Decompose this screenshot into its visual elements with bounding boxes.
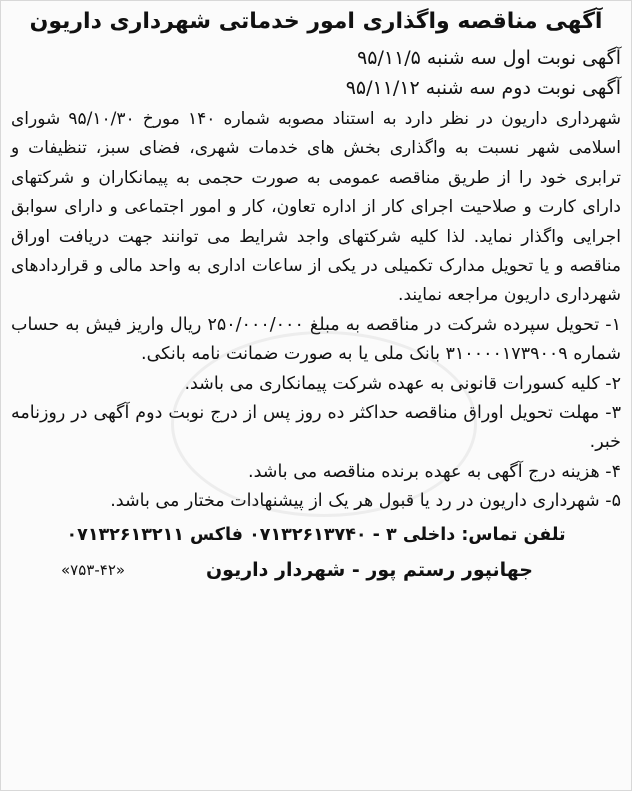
- signature: جهانپور رستم پور - شهردار داریون: [205, 558, 533, 581]
- ad-body-paragraph: شهرداری داریون در نظر دارد به استناد مصوبه شماره ۱۴۰ مورخ ۹۵/۱۰/۳۰ شورای اسلامی شهر نسبت به واگذاری بخش های خدمات شهری، فضای سبز، تنظیفات و ترابری خود را از طریق مناقصه عمومی به صورت حجمی به پیمانکاران و شرکتهای دارای کارت و صلاحیت اجرای کار از اداره تعاون، کار و امور اجتماعی و دارای سوابق اجرایی واگذار نماید. لذا کلیه شرکتهای واجد شرایط می توانند جهت دریافت اوراق مناقصه و یا تحویل مدارک تکمیلی در یکی از ساعات اداری به واحد مالی و قراردادهای شهرداری داریون مراجعه نمایند.: [11, 109, 622, 306]
- condition-item-1: ۱- تحویل سپرده شرکت در مناقصه به مبلغ ۲۵۰/۰۰۰/۰۰۰ ریال واریز فیش به حساب شماره ۳۱۰۰۰۰۱۷۳۹۰۰۹ بانک ملی یا به صورت ضمانت نامه بانکی.: [11, 314, 622, 365]
- ad-title: آگهی مناقصه واگذاری امور خدماتی شهرداری داریون: [29, 9, 603, 34]
- contact-info: تلفن تماس: داخلی ۳ - ۰۷۱۳۲۶۱۳۷۴۰ فاکس ۰۷۱۳۲۶۱۳۲۱۱: [66, 524, 566, 545]
- condition-item-3: ۳- مهلت تحویل اوراق مناقصه حداکثر ده روز پس از درج نوبت دوم آگهی در روزنامه خبر.: [11, 403, 621, 453]
- condition-item-5: ۵- شهرداری داریون در رد یا قبول هر یک از پیشنهادات مختار می باشد.: [110, 491, 621, 512]
- condition-item-2: ۲- کلیه کسورات قانونی به عهده شرکت پیمانکاری می باشد.: [184, 373, 621, 394]
- condition-item-4: ۴- هزینه درج آگهی به عهده برنده مناقصه می باشد.: [248, 461, 621, 482]
- ad-footer: [11, 553, 621, 587]
- second-round-date: آگهی نوبت دوم سه شنبه ۹۵/۱۱/۱۲: [345, 77, 621, 99]
- first-round-date: آگهی نوبت اول سه شنبه ۹۵/۱۱/۵: [357, 47, 621, 69]
- ad-code: «۷۵۳-۴۲»: [61, 560, 126, 579]
